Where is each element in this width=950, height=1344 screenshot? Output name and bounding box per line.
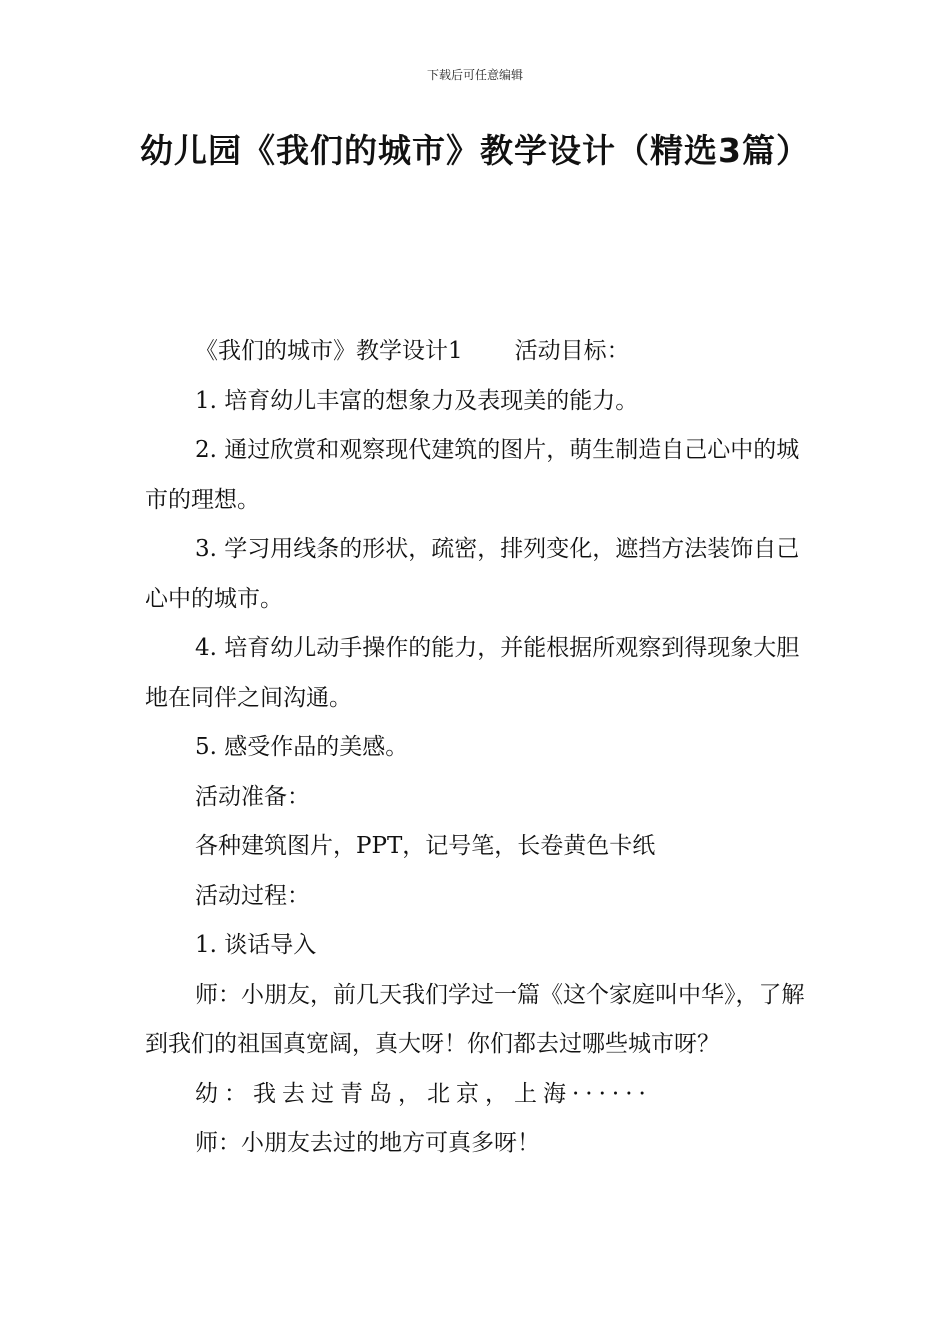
section-heading: [145, 327, 807, 377]
process-label: 活动过程：: [195, 882, 310, 909]
header-note: 下载后可任意编辑: [426, 68, 523, 82]
goal-item-3: 3. 学习用线条的形状，疏密，排列变化，遮挡方法装饰自己心中的城市。: [145, 536, 800, 612]
goal-item-4: 4. 培育幼儿动手操作的能力，并能根据所观察到得现象大胆地在同伴之间沟通。: [145, 635, 800, 711]
dialogue-child-1: 幼：我去过青岛，北京，上海······: [195, 1080, 652, 1107]
section-heading-title: 《我们的城市》教学设计1: [195, 338, 463, 364]
goal-item-5: 5. 感受作品的美感。: [195, 734, 409, 760]
preparation-label: 活动准备：: [195, 783, 310, 810]
dialogue-teacher-1: 师：小朋友，前几天我们学过一篇《这个家庭叫中华》，了解到我们的祖国真宽阔，真大呀！你们都去过哪些城市呀？: [145, 981, 805, 1057]
process-step-1: 1. 谈话导入: [195, 932, 317, 958]
goal-item-1: 1. 培育幼儿丰富的想象力及表现美的能力。: [195, 387, 639, 414]
preparation-items: 各种建筑图片，PPT，记号笔，长卷黄色卡纸: [195, 833, 656, 859]
dialogue-teacher-2: 师：小朋友去过的地方可真多呀！: [195, 1130, 540, 1156]
document-title: 幼儿园《我们的城市》教学设计（精选3篇）: [140, 131, 810, 170]
goal-item-2: 2. 通过欣赏和观察现代建筑的图片，萌生制造自己心中的城市的理想。: [145, 437, 800, 513]
section-heading-goals-label: 活动目标：: [514, 338, 630, 364]
document-body: [145, 327, 807, 1169]
